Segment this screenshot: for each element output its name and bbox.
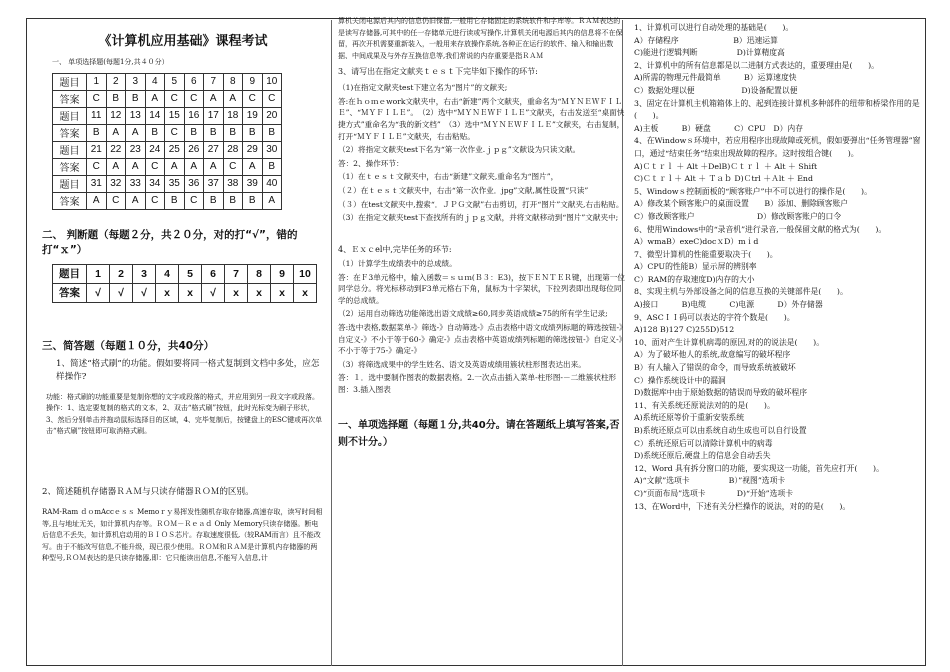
question-1: 1、简述“格式刷”的功能。假如要将同一格式复制到文档中多处，应怎样操作? — [56, 358, 320, 382]
row-label: 答案 — [53, 192, 87, 209]
text-line: A)“文献”选项卡 B）”视图”选项卡 — [634, 476, 786, 486]
answer-cell: C — [87, 90, 107, 107]
answer-table-mc — [52, 73, 282, 210]
text-line: （1）计算学生成绩表中的总成绩。 — [338, 258, 457, 268]
row-label: 题目 — [53, 141, 87, 158]
answer-cell: A — [126, 192, 146, 209]
answer-cell: A — [204, 90, 224, 107]
answer-cell: A — [106, 124, 126, 141]
answer-cell: C — [184, 90, 204, 107]
section-2-heading: 二、 判断题（每题２分，共２０分，对的打“√”，错的打“ｘ”） — [42, 228, 298, 256]
answer-cell: 12 — [106, 107, 126, 124]
tf-cell: √ — [110, 283, 133, 302]
answer-table-row — [53, 158, 282, 175]
answer-cell: B — [262, 124, 282, 141]
answer-cell: 14 — [145, 107, 165, 124]
row-label: 答案 — [53, 283, 87, 302]
answer-table-row — [53, 141, 282, 158]
text-line: A)接口 B)电缆 C)电源 D）外存储器 — [634, 300, 823, 310]
text-line: A）为了破坏他人的系统,故意编写的破坏程序 — [634, 350, 791, 360]
column-middle — [338, 17, 626, 662]
column-left — [42, 22, 324, 662]
text-line: （2）将指定文献夹test下名为“第一次作业.ｊｐｇ”文献设为只读文献。 — [338, 145, 581, 155]
tf-cell: 5 — [179, 264, 202, 283]
text-line: 答：2、操作环节： — [338, 158, 404, 168]
answer-cell: C — [145, 192, 165, 209]
row-label: 题目 — [53, 73, 87, 90]
tf-cell: x — [271, 283, 294, 302]
answer-cell: 4 — [145, 73, 165, 90]
text-line: C）系统还原后可以清除计算机中的病毒 — [634, 438, 773, 448]
text-line: B）有人输入了错误的命令，而导致系统被破坏 — [634, 363, 796, 373]
question-2: 2、简述随机存储器ＲＡＭ与只读存储器ＲＯＭ的区别。 — [42, 486, 254, 497]
answer-cell: B — [126, 90, 146, 107]
text-line: A）CPU的性能B）显示屏的辨别率 — [634, 262, 757, 272]
answer-cell: 39 — [243, 175, 263, 192]
answer-3 — [338, 82, 626, 224]
answer-cell: C — [145, 158, 165, 175]
answer-1: 功能：格式刷的功能重要是复制你想的文字或段落的格式，并应用到另一段文字或段落。操作：1、选定要复制的格式的文本，2、双击“格式刷”按钮，此时光标变为刷子形状，3、然后分别单击并拖动鼠标选择目的区域，4、完毕复制后，按键盘上的ESC键或再次单击“格式刷”按钮即可取消格式刷。 — [46, 392, 323, 436]
answer-2-continued: 算机关闭电源后其内的信息仍旧保留,一般用它存储固定的系统软件和字库等。ＲＡＭ表达的是读写存储器,可其中的任一存储单元进行读或写操作,计算机关闭电源后其内的信息将不在保留，再次开机需要重新装入，一般用来存放操作系统,各种正在运行的软件、输入和输出数据、中间成果及与外存互换信息等,我们常说的内存重要是指ＲＡＭ — [338, 17, 623, 60]
answer-cell: 28 — [223, 141, 243, 158]
answer-cell: 13 — [126, 107, 146, 124]
text-line: C）RAM的存取速度D)内存的大小 — [634, 274, 755, 284]
multiple-choice-questions — [628, 22, 926, 513]
text-line: C）操作系统设计中的漏洞 — [634, 375, 726, 385]
answer-cell: 7 — [204, 73, 224, 90]
text-line: A)128 B)127 C)255D)512 — [634, 325, 735, 335]
answer-cell: B — [145, 124, 165, 141]
tf-cell: 4 — [156, 264, 179, 283]
answer-cell: C — [87, 158, 107, 175]
tf-cell: 9 — [271, 264, 294, 283]
answer-cell: 26 — [184, 141, 204, 158]
column-right — [628, 22, 926, 662]
tf-cell: 1 — [87, 264, 110, 283]
answer-cell: B — [204, 192, 224, 209]
answer-cell: C — [165, 90, 185, 107]
question-4: 4、Ｅｘｃel中,完毕任务的环节: — [338, 244, 452, 254]
tf-cell: 10 — [294, 264, 317, 283]
text-line: 13、在Word中，下述有关分栏操作的说法，对的的是( )。 — [634, 501, 851, 511]
answer-cell: 3 — [126, 73, 146, 90]
answer-cell: 35 — [165, 175, 185, 192]
answer-cell: A — [243, 158, 263, 175]
text-line: 10、面对产生计算机病毒的原因,对的的说法是( )。 — [634, 337, 825, 347]
answer-table-row — [53, 192, 282, 209]
answer-table-row — [53, 175, 282, 192]
answer-cell: 2 — [106, 73, 126, 90]
answer-cell: B — [223, 124, 243, 141]
answer-cell: C — [243, 90, 263, 107]
answer-cell: 8 — [223, 73, 243, 90]
text-line: A)Ｃｔｒｌ ＋ Alt ＋DelB)Ｃｔｒｌ ＋ Alt ＋ Shift — [634, 161, 818, 171]
text-line: C)“页面布局”选项卡 D)“开始”选项卡 — [634, 488, 793, 498]
row-label: 题目 — [53, 107, 87, 124]
text-line: 9、ASCＩＩ码可以表达的字符个数是( )。 — [634, 312, 795, 322]
section-3-heading: 三、简答题（每题１０分，共40分） — [42, 339, 215, 352]
text-line: B)系统还原点可以由系统自动生成也可以自行设置 — [634, 426, 807, 435]
answer-cell: 18 — [223, 107, 243, 124]
text-line: A)主板 B）硬盘 C）CPU D）内存 — [634, 123, 804, 133]
answer-cell: A — [223, 90, 243, 107]
answer-cell: A — [126, 158, 146, 175]
text-line: 1、计算机可以进行自动处理的基础是( )。 — [634, 23, 794, 32]
answer-cell: 29 — [243, 141, 263, 158]
text-line: （1)在指定文献夹test下建立名为“图片”的文献夹; — [338, 83, 508, 93]
answer-cell: 16 — [184, 107, 204, 124]
text-line: （2）运用自动筛选功能筛选出语文成绩≥60,同步英语成绩≥75的所有学生记录; — [338, 309, 608, 319]
answer-cell: 33 — [126, 175, 146, 192]
tf-cell: √ — [202, 283, 225, 302]
answer-cell: 23 — [126, 141, 146, 158]
answer-cell: 32 — [106, 175, 126, 192]
tf-cell: √ — [87, 283, 110, 302]
answer-cell: 27 — [204, 141, 224, 158]
text-line: C)Ｃｔｒｌ＋ Alt ＋ Ｔａｂ D)Ｃtrl ＋Ａlt ＋ End — [634, 174, 813, 184]
text-line: 8、实现主机与外部设备之间的信息互换的关键部件是( )。 — [634, 287, 848, 297]
row-label: 答案 — [53, 124, 87, 141]
answer-cell: 1 — [87, 73, 107, 90]
answer-cell: 11 — [87, 107, 107, 124]
tf-cell: 6 — [202, 264, 225, 283]
text-line: A)所需的物理元件最简单 B）运算速度快 — [634, 73, 797, 83]
tf-table-row — [53, 264, 317, 283]
text-line: C）修改顾客账户 D）修改顾客账户的口令 — [634, 211, 842, 221]
answer-cell: A — [106, 158, 126, 175]
row-label: 答案 — [53, 90, 87, 107]
tf-cell: x — [248, 283, 271, 302]
answer-table-row — [53, 124, 282, 141]
text-line: 3、固定在计算机主机箱箱体上的、起到连接计算机多种部件的纽带和桥梁作用的是( )。 — [634, 98, 920, 121]
row-label: 题目 — [53, 264, 87, 283]
answer-cell: A — [126, 124, 146, 141]
answer-cell: 20 — [262, 107, 282, 124]
answer-cell: A — [145, 90, 165, 107]
answer-cell: A — [262, 192, 282, 209]
text-line: 7、微型计算机的性能重要取决于( )。 — [634, 249, 778, 259]
answer-cell: C — [184, 192, 204, 209]
answer-cell: 40 — [262, 175, 282, 192]
row-label: 答案 — [53, 158, 87, 175]
text-line: 2、计算机中的所有信息都是以二进制方式表达的，重要理由是( )。 — [634, 60, 879, 70]
text-line: （3）将筛选成果中的学生姓名、语文及英语成绩用簇状柱形图表达出来。 — [338, 359, 586, 369]
text-line: 6、使用Windows中的“录音机”进行录音,一般保留文献的格式为( )。 — [634, 224, 887, 234]
answer-cell: B — [223, 192, 243, 209]
answer-cell: B — [165, 192, 185, 209]
text-line: 答：１．选中要制作图表的数据表格。2.一次点击插入菜单-柱形图-－二维簇状柱形图：3.插入图表 — [338, 373, 617, 394]
answer-cell: A — [87, 192, 107, 209]
tf-cell: √ — [133, 283, 156, 302]
text-line: A）存储程序 B）迅速运算 — [634, 35, 778, 45]
text-line: （3）在指定文献夹test下查找所有的ｊｐｇ文献，并将文献移动到“图片”文献夹中; — [338, 213, 619, 223]
answer-cell: 37 — [204, 175, 224, 192]
answer-cell: A — [184, 158, 204, 175]
text-line: D)系统还原后,硬盘上的信息会自动丢失 — [634, 451, 771, 461]
text-line: C)能进行逻辑判断 D)计算精度高 — [634, 48, 785, 58]
tf-cell: 8 — [248, 264, 271, 283]
text-line: 答:在ｈｏｍｅwork文献夹中，右击“新建”两个文献夹，重命名为“ＭＹＮＥＷＦＩＬＥ”、“ＭＹＦＩＬＥ”。 （2）选中“ＭＹＮＥＷＦＩＬＥ”文献夹，右击发送至“桌面快捷方式”重命名为“我的新文档” （3）选中“ＭＹＮＥＷＦＩＬＥ”文献夹，右击复制，打开“ＭＹＦＩＬＥ”文献夹，右击粘贴。 — [338, 96, 625, 141]
answer-cell: 34 — [145, 175, 165, 192]
answer-table-row — [53, 107, 282, 124]
text-line: A）修改某个顾客账户的桌面设置 B）添加、删除顾客账户 — [634, 199, 849, 209]
answer-cell: 36 — [184, 175, 204, 192]
text-line: D)数据库中由于原始数据的错误而导致的破坏程序 — [634, 388, 808, 398]
question-3: 3、请写出在指定文献夹ｔｅｓｔ下完毕如下操作的环节: — [338, 67, 538, 76]
answer-cell: C — [262, 90, 282, 107]
answer-cell: 24 — [145, 141, 165, 158]
answer-cell: B — [262, 158, 282, 175]
text-line: A）wmaB）exeC)docｘD）mｉd — [634, 237, 759, 247]
answer-table-row — [53, 90, 282, 107]
text-line: A)系统还原等价于重新安装系统 — [634, 413, 745, 423]
answer-cell: 19 — [243, 107, 263, 124]
tf-cell: 7 — [225, 264, 248, 283]
tf-cell: 3 — [133, 264, 156, 283]
answer-cell: B — [106, 90, 126, 107]
answer-cell: 22 — [106, 141, 126, 158]
answer-table-tf — [52, 264, 317, 303]
text-line: 5、Windowｓ控制面板的“顾客账户”中不可以进行的操作是( )。 — [634, 186, 872, 196]
answer-cell: C — [223, 158, 243, 175]
exam-title: 《计算机应用基础》课程考试 — [98, 34, 268, 49]
answer-cell: 5 — [165, 73, 185, 90]
text-line: C）数据处理以便 D)设备配置以便 — [634, 85, 798, 95]
answer-2: RAM-Ram ｄｏmAccｅｓｓ Memoｒｙ易挥发性随机存取存储器,高速存取，读写时间相等,且与地址无关，如计算机内存等。ＲＯＭ－Ｒｅａｄ Only Ｍemory只读存储器。断电后信息不丢失，如计算机启动用的ＢＩＯＳ芯片。存取速度很低,（较RAM而言）且不能改写。由于不能改写信息,不能升级，现已很少使用。ＲＯＭ和ＲＡＭ是计算机内存储器的两种型号,ＲＯＭ表达的是只读存储器,即：它只能读出信息,不能写入信息,计 — [42, 508, 323, 563]
text-line: （1）在ｔｅｓｔ文献夹中，右击“新建”文献夹,重命名为“图片”， — [338, 172, 559, 182]
answer-cell: 9 — [243, 73, 263, 90]
answer-cell: 15 — [165, 107, 185, 124]
answer-cell: B — [204, 124, 224, 141]
answer-cell: 17 — [204, 107, 224, 124]
tf-cell: x — [179, 283, 202, 302]
answer-cell: 25 — [165, 141, 185, 158]
answer-cell: A — [204, 158, 224, 175]
column-divider — [331, 20, 332, 666]
text-line: （３）在test文献夹中,搜索“．ＪＰＧ文献”右击剪切，打开“图片”文献夹,右击粘贴。 — [338, 199, 624, 209]
answer-cell: 10 — [262, 73, 282, 90]
row-label: 题目 — [53, 175, 87, 192]
answer-cell: C — [106, 192, 126, 209]
text-line: 12、Word 具有拆分窗口的功能，要实现这一功能，首先应打开( )。 — [634, 463, 884, 473]
answer-cell: B — [243, 124, 263, 141]
tf-table-row — [53, 283, 317, 302]
text-line: 11、有关系统还原说法对的的是( )。 — [634, 400, 775, 410]
answer-table-row — [53, 73, 282, 90]
tf-cell: x — [294, 283, 317, 302]
section-4-heading: 一、单项选择题（每题１分,共40分。请在答题纸上填写答案,否则不计分。） — [338, 420, 620, 449]
tf-cell: 2 — [110, 264, 133, 283]
text-line: （２）在ｔｅｓｔ文献夹中，右击“第一次作业．jpg”文献,属性设置“只读” — [338, 185, 589, 195]
answer-cell: C — [165, 124, 185, 141]
answer-cell: 21 — [87, 141, 107, 158]
answer-cell: 31 — [87, 175, 107, 192]
text-line: 答：在Ｆ3单元格中，输入函数＝ｓｕｍ(Ｂ３：E3)，按下ＥＮＴＥＲ键，出现第一位同学总分。将光标移动到F3单元格右下角，鼠标为十字架状，下拉列表即出现每位同学的总成绩。 — [338, 272, 625, 305]
answer-cell: A — [165, 158, 185, 175]
answer-cell: B — [87, 124, 107, 141]
answer-cell: B — [243, 192, 263, 209]
text-line: 答:选中表格,数据菜单-》筛选-》自动筛选-》点击表格中语文成绩列标题的筛选按钮-》自定义-》不小于等于60-》确定-》点击表格中英语成绩列标题的筛选按钮-》自定义-》不小于等于75-》确定-》 — [338, 322, 623, 356]
answer-cell: 38 — [223, 175, 243, 192]
section-1-heading: 一、 单项选择题(每题1分,共４０分） — [52, 58, 169, 66]
answer-cell: 30 — [262, 141, 282, 158]
text-line: 4、在Windowｓ环境中，若应用程序出现故障或死机，假如要弹出“任务管理器”窗口，通过“结束任务”结束出现故障的程序。这时按组合键( )。 — [634, 136, 921, 158]
answer-4 — [338, 258, 626, 396]
tf-cell: x — [156, 283, 179, 302]
answer-cell: B — [184, 124, 204, 141]
answer-cell: 6 — [184, 73, 204, 90]
tf-cell: x — [225, 283, 248, 302]
